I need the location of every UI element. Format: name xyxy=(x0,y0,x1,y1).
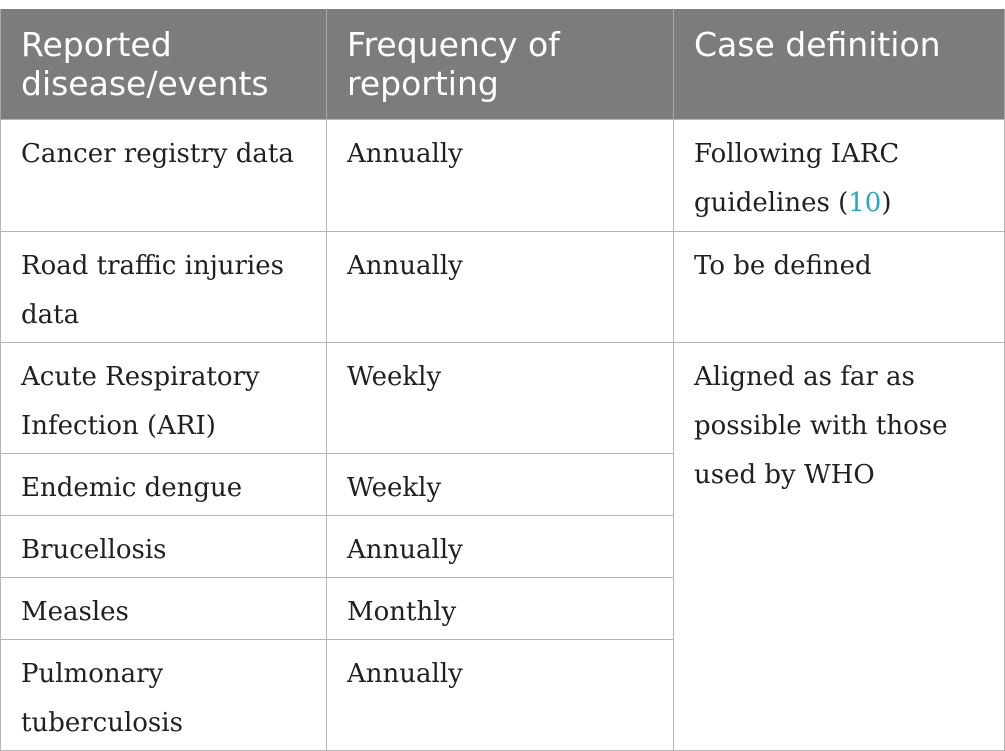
disease-cell: Road traffic injuries data xyxy=(1,231,327,342)
merged-definition-cell: Aligned as far as possible with those used by WHO xyxy=(674,342,1005,750)
frequency-cell: Weekly xyxy=(327,342,674,453)
definition-cell: To be defined xyxy=(674,231,1005,342)
header-case-definition: Case definition xyxy=(674,9,1005,119)
disease-cell: Endemic dengue xyxy=(1,453,327,515)
frequency-cell: Monthly xyxy=(327,577,674,639)
header-reported-disease: Reported disease/events xyxy=(1,9,327,119)
frequency-cell: Weekly xyxy=(327,453,674,515)
disease-cell: Pulmonary tuberculosis xyxy=(1,639,327,750)
citation-link[interactable]: 10 xyxy=(848,187,882,218)
disease-cell: Acute Respiratory Infection (ARI) xyxy=(1,342,327,453)
header-frequency: Frequency of reporting xyxy=(327,9,674,119)
frequency-cell: Annually xyxy=(327,515,674,577)
definition-text-end: ) xyxy=(881,187,892,218)
header-row xyxy=(1,9,1005,119)
table-row xyxy=(1,231,1005,342)
definition-text: Following IARC guidelines ( xyxy=(694,138,900,218)
frequency-cell: Annually xyxy=(327,231,674,342)
disease-cell: Cancer registry data xyxy=(1,119,327,231)
disease-cell: Measles xyxy=(1,577,327,639)
frequency-cell: Annually xyxy=(327,119,674,231)
definition-cell xyxy=(674,119,1005,231)
surveillance-table xyxy=(0,9,1005,751)
disease-cell: Brucellosis xyxy=(1,515,327,577)
table-row xyxy=(1,342,1005,453)
frequency-cell: Annually xyxy=(327,639,674,750)
table-row xyxy=(1,119,1005,231)
